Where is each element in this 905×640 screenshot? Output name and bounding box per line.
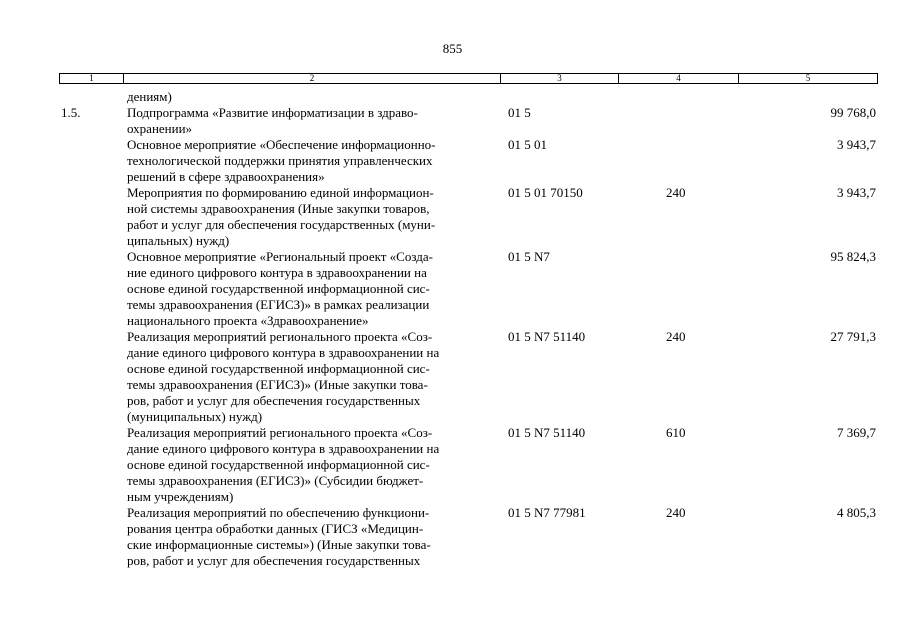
row-type xyxy=(622,249,742,329)
table-row xyxy=(59,505,878,569)
row-code: 01 5 01 xyxy=(508,137,547,152)
row-number xyxy=(59,185,127,249)
row-amount: 95 824,3 xyxy=(830,249,876,264)
table-row xyxy=(59,185,878,249)
row-number xyxy=(59,89,127,105)
row-text: Реализация мероприятий по обеспечению функциони- рования центра обработки данных (ГИСЗ «Медицин- ские информационные системы») (Иные закупки това- ров, работ и услуг для обеспечения государственных xyxy=(127,505,431,568)
table-body xyxy=(59,89,878,569)
table-header xyxy=(59,73,878,84)
row-number xyxy=(59,249,127,329)
row-code: 01 5 N7 77981 xyxy=(508,505,586,520)
row-type xyxy=(622,137,742,185)
row-code: 01 5 xyxy=(508,105,531,120)
row-text: Основное мероприятие «Региональный проект «Созда- ние единого цифрового контура в здравоохранении на основе единой государственной информационной сис- темы здравоохранения (ЕГИСЗ)» в рамках реализации национального проекта «Здравоохранение» xyxy=(127,249,433,328)
table-row xyxy=(59,105,878,137)
table-row xyxy=(59,137,878,185)
header-col-1: 1 xyxy=(60,74,124,83)
row-number xyxy=(59,505,127,569)
row-amount xyxy=(742,89,878,105)
row-text: Реализация мероприятий регионального проекта «Соз- дание единого цифрового контура в здравоохранении на основе единой государственной информационной сис- темы здравоохранения (ЕГИСЗ)» (Субсидии бюджет- ным учреждениям) xyxy=(127,425,440,504)
row-text: дениям) xyxy=(127,89,172,104)
row-type: 240 xyxy=(666,505,686,520)
page-number: 855 xyxy=(442,41,463,56)
row-text: Подпрограмма «Развитие информатизации в здраво- охранении» xyxy=(127,105,418,136)
row-number xyxy=(59,137,127,185)
row-code: 01 5 N7 51140 xyxy=(508,329,586,344)
table-row xyxy=(59,89,878,105)
row-amount: 3 943,7 xyxy=(837,137,876,152)
row-amount: 99 768,0 xyxy=(830,105,876,120)
row-code xyxy=(502,89,622,105)
row-text: Мероприятия по формированию единой информацион- ной системы здравоохранения (Иные закупки товаров, работ и услуг для обеспечения государственных (муни- ципальных) нужд) xyxy=(127,185,436,248)
row-type xyxy=(622,105,742,137)
row-number xyxy=(59,425,127,505)
row-number: 1.5. xyxy=(61,105,81,120)
row-type: 240 xyxy=(666,329,686,344)
row-type: 610 xyxy=(666,425,686,440)
row-code: 01 5 01 70150 xyxy=(508,185,583,200)
table-row xyxy=(59,329,878,425)
header-col-3: 3 xyxy=(501,74,619,83)
header-col-5: 5 xyxy=(805,73,811,83)
row-amount: 3 943,7 xyxy=(837,185,876,200)
header-col-2: 2 xyxy=(124,74,501,83)
table-row xyxy=(59,425,878,505)
row-code: 01 5 N7 xyxy=(508,249,550,264)
row-code: 01 5 N7 51140 xyxy=(508,425,586,440)
row-number xyxy=(59,329,127,425)
row-text: Основное мероприятие «Обеспечение информационно- технологической поддержки принятия управленческих решений в сфере здравоохранения» xyxy=(127,137,436,184)
row-text: Реализация мероприятий регионального проекта «Соз- дание единого цифрового контура в здравоохранении на основе единой государственной информационной сис- темы здравоохранения (ЕГИСЗ)» (Иные закупки това- ров, работ и услуг для обеспечения государственных (муниципальных) нужд) xyxy=(127,329,440,424)
row-amount: 4 805,3 xyxy=(837,505,876,520)
row-amount: 27 791,3 xyxy=(830,329,876,344)
row-type: 240 xyxy=(666,185,686,200)
header-col-4: 4 xyxy=(619,74,739,83)
table-row xyxy=(59,249,878,329)
row-amount: 7 369,7 xyxy=(837,425,876,440)
row-type xyxy=(622,89,742,105)
